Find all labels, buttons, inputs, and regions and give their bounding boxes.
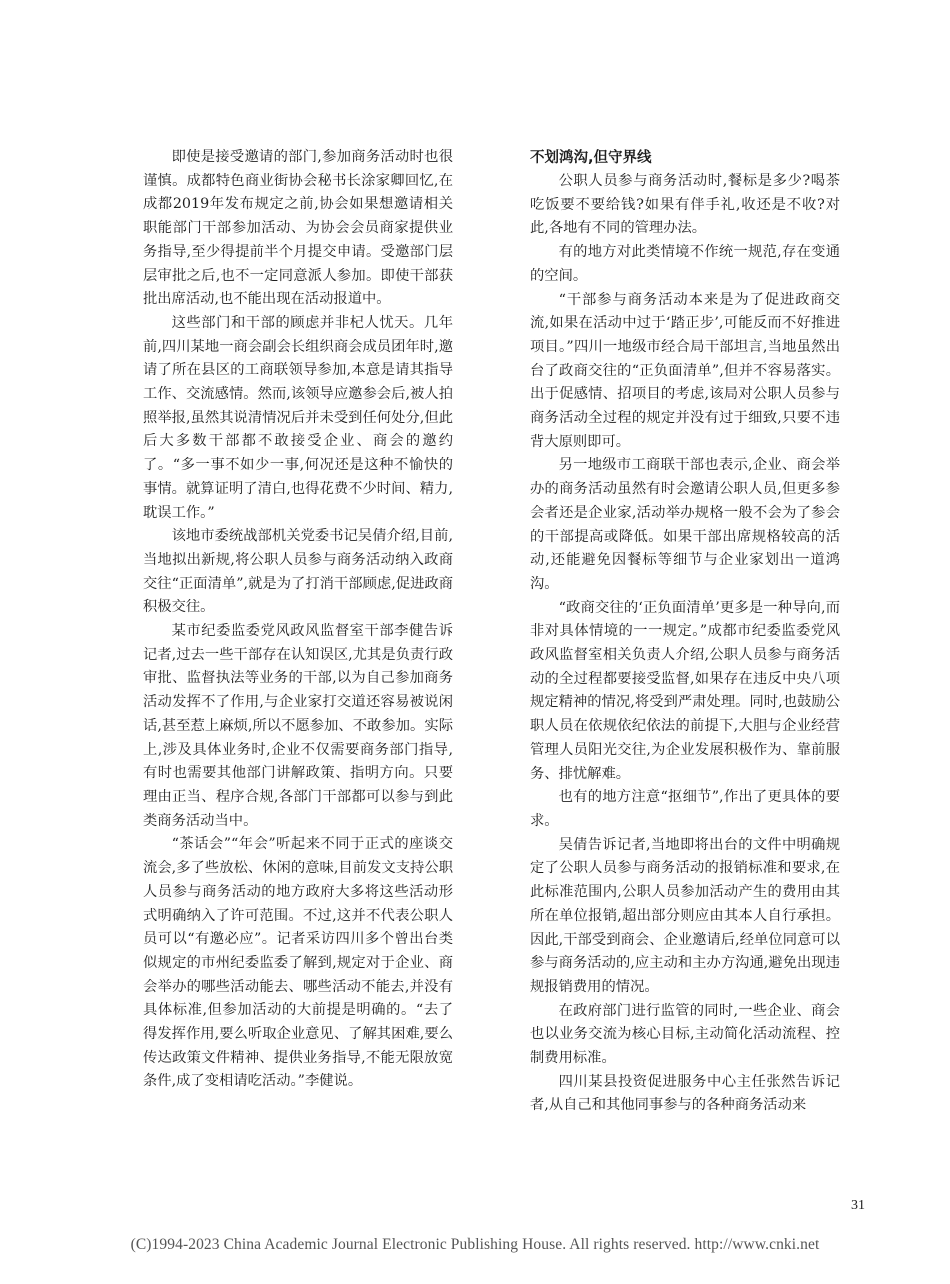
paragraph: 有的地方对此类情境不作统一规范,存在变通的空间。: [530, 244, 840, 284]
section-heading: 不划鸿沟,但守界线: [530, 150, 652, 166]
paragraph: 另一地级市工商联干部也表示,企业、商会举办的商务活动虽然有时会邀请公职人员,但更多参会者还是企业家,活动举办规格一般不会为了参会的干部提高或降低。如果干部出席规格较高的活动,还能避免因餐标等细节与企业家划出一道鸿沟。: [530, 457, 840, 592]
paragraph: 公职人员参与商务活动时,餐标是多少?喝茶吃饭要不要给钱?如果有伴手礼,收还是不收?对此,各地有不同的管理办法。: [530, 173, 840, 237]
paragraph: “茶话会”“年会”听起来不同于正式的座谈交流会,多了些放松、休闲的意味,目前发文支持公职人员参与商务活动的地方政府大多将这些活动形式明确纳入了许可范围。不过,这并不代表公职人员可以“有邀必应”。记者采访四川多个曾出台类似规定的市州纪委监委了解到,规定对于企业、商会举办的哪些活动能去、哪些活动不能去,并没有具体标准,但参加活动的大前提是明确的。“去了得发挥作用,要么听取企业意见、了解其困难,要么传达政策文件精神、提供业务指导,不能无限放宽条件,成了变相请吃活动。”李健说。: [143, 836, 453, 1090]
paragraph: “干部参与商务活动本来是为了促进政商交流,如果在活动中过于‘踏正步’,可能反而不好推进项目。”四川一地级市经合局干部坦言,当地虽然出台了政商交往的“正负面清单”,但并不容易落实。出于促感情、招项目的考虑,该局对公职人员参与商务活动全过程的规定并没有过于细致,只要不违背大原则即可。: [530, 291, 840, 450]
paragraph: 也有的地方注意“抠细节”,作出了更具体的要求。: [530, 789, 840, 829]
paragraph: 某市纪委监委党风政风监督室干部李健告诉记者,过去一些干部存在认知误区,尤其是负责行政审批、监督执法等业务的干部,以为自己参加商务活动发挥不了作用,与企业家打交道还容易被说闲话,甚至惹上麻烦,所以不愿参加、不敢参加。实际上,涉及具体业务时,企业不仅需要商务部门指导,有时也需要其他部门讲解政策、指明方向。只要理由正当、程序合规,各部门干部都可以参与到此类商务活动当中。: [143, 623, 453, 829]
paragraph: 该地市委统战部机关党委书记吴倩介绍,目前,当地拟出新规,将公职人员参与商务活动纳入政商交往“正面清单”,就是为了打消干部顾虑,促进政商积极交往。: [143, 528, 453, 616]
paragraph: 这些部门和干部的顾虑并非杞人忧天。几年前,四川某地一商会副会长组织商会成员团年时,邀请了所在县区的工商联领导参加,本意是请其指导工作、交流感情。然而,该领导应邀参会后,被人拍照举报,虽然其说清情况后并未受到任何处分,但此后大多数干部都不敢接受企业、商会的邀约了。“多一事不如少一事,何况还是这种不愉快的事情。就算证明了清白,也得花费不少时间、精力,耽误工作。”: [143, 314, 453, 521]
right-column: [530, 146, 840, 1118]
paragraph: 四川某县投资促进服务中心主任张然告诉记者,从自己和其他同事参与的各种商务活动来: [530, 1073, 840, 1114]
paragraph: 即使是接受邀请的部门,参加商务活动时也很谨慎。成都特色商业街协会秘书长涂家卿回忆,在成都2019年发布规定之前,协会如果想邀请相关职能部门干部参加活动、为协会会员商家提供业务指导,至少得提前半个月提交申请。受邀部门层层审批之后,也不一定同意派人参加。即使干部获批出席活动,也不能出现在活动报道中。: [143, 149, 453, 308]
paragraph: 吴倩告诉记者,当地即将出台的文件中明确规定了公职人员参与商务活动的报销标准和要求,在此标准范围内,公职人员参加活动产生的费用由其所在单位报销,超出部分则应由其本人自行承担。因此,干部受到商会、企业邀请后,经单位同意可以参与商务活动的,应主动和主办方沟通,避免出现违规报销费用的情况。: [530, 836, 840, 995]
left-column: [143, 146, 453, 1094]
paragraph: “政商交往的‘正负面清单’更多是一种导向,而非对具体情境的一一规定。”成都市纪委监委党风政风监督室相关负责人介绍,公职人员参与商务活动的全过程都要接受监督,如果存在违反中央八项规定精神的情况,将受到严肃处理。同时,也鼓励公职人员在依规依纪依法的前提下,大胆与企业经营管理人员阳光交往,为企业发展积极作为、靠前服务、排忧解难。: [530, 599, 840, 782]
copyright-footer: (C)1994-2023 China Academic Journal Electronic Publishing House. All rights reserved. http://www.cnki.net: [130, 1236, 820, 1253]
page-number: 31: [851, 1198, 865, 1213]
paragraph: 在政府部门进行监管的同时,一些企业、商会也以业务交流为核心目标,主动简化活动流程、控制费用标准。: [530, 1002, 840, 1067]
